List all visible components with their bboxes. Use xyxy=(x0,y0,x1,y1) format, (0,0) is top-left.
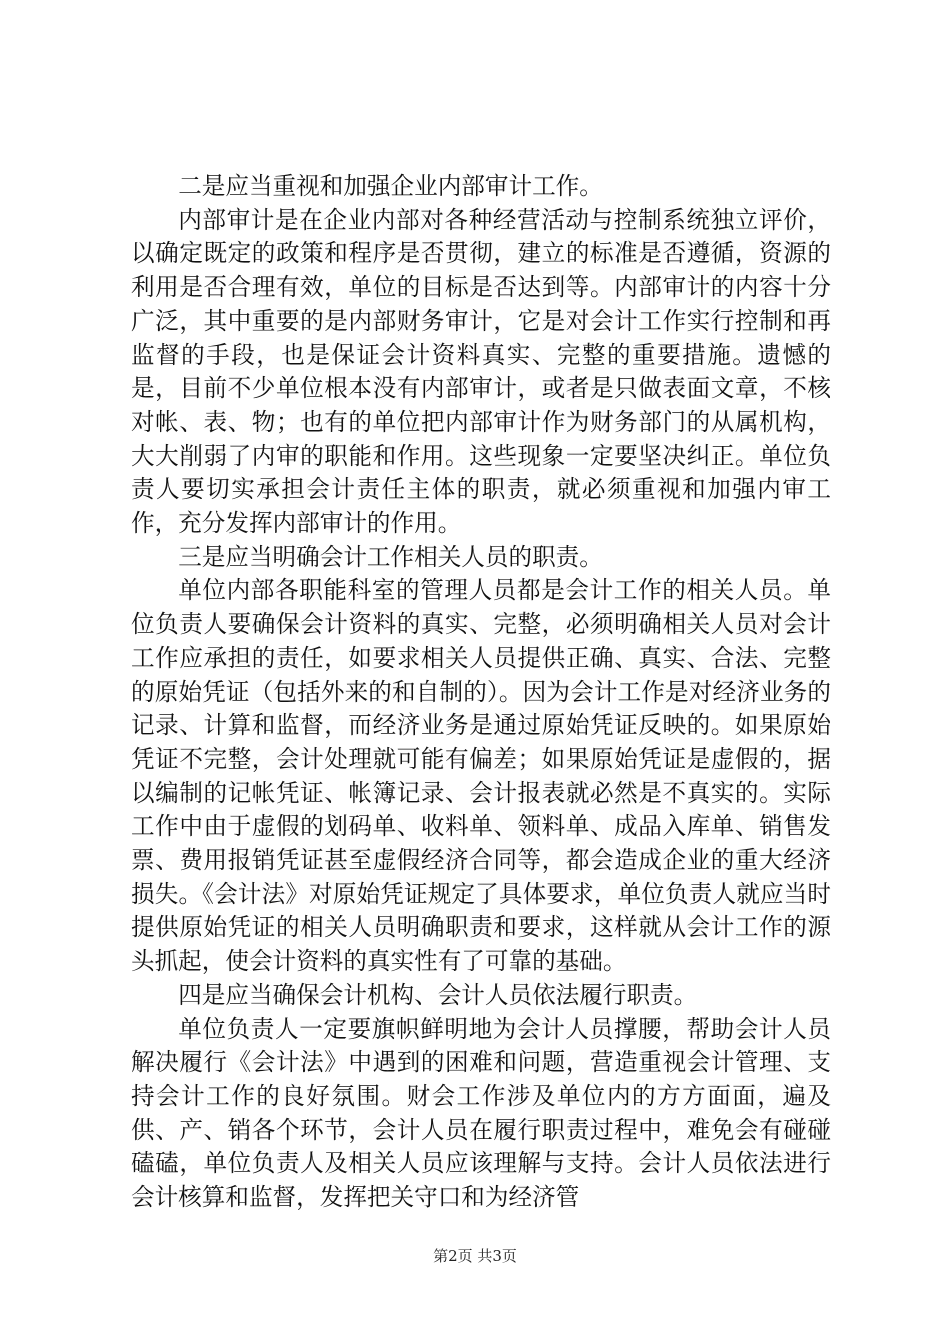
page-footer: 第2页 共3页 xyxy=(433,1247,517,1265)
paragraph-heading-2: 二是应当重视和加强企业内部审计工作。 xyxy=(178,172,603,200)
paragraph-internal-audit: 内部审计是在企业内部对各种经营活动与控制系统独立评价，以确定既定的政策和程序是否贯彻，建立的标准是否遵循，资源的利用是否合理有效，单位的目标是否达到等。内部审计的内容十分广泛，其中重要的是内部财务审计，它是对会计工作实行控制和再监督的手段，也是保证会计资料真实、完整的重要措施。遗憾的是，目前不少单位根本没有内部审计，或者是只做表面文章，不核对帐、表、物；也有的单位把内部审计作为财务部门的从属机构，大大削弱了内审的职能和作用。这些现象一定要坚决纠正。单位负责人要切实承担会计责任主体的职责，就必须重视和加强内审工作，充分发挥内部审计的作用。 xyxy=(131,205,831,538)
document-body xyxy=(131,170,831,1215)
paragraph-heading-4: 四是应当确保会计机构、会计人员依法履行职责。 xyxy=(178,980,698,1009)
paragraph-heading-3: 三是应当明确会计工作相关人员的职责。 xyxy=(178,542,603,571)
paragraph-related-staff: 单位内部各职能科室的管理人员都是会计工作的相关人员。单位负责人要确保会计资料的真实、完整，必须明确相关人员对会计工作应承担的责任，如要求相关人员提供正确、真实、合法、完整的原始凭证（包括外来的和自制的）。因为会计工作是对经济业务的记录、计算和监督，而经济业务是通过原始凭证反映的。如果原始凭证不完整，会计处理就可能有偏差；如果原始凭证是虚假的，据以编制的记帐凭证、帐簿记录、会计报表就必然是不真实的。实际工作中由于虚假的划码单、收料单、领料单、成品入库单、销售发票、费用报销凭证甚至虚假经济合同等，都会造成企业的重大经济损失。《会计法》对原始凭证规定了具体要求，单位负责人就应当时提供原始凭证的相关人员明确职责和要求，这样就从会计工作的源头抓起，使会计资料的真实性有了可靠的基础。 xyxy=(131,576,831,976)
paragraph-accounting-staff: 单位负责人一定要旗帜鲜明地为会计人员撑腰，帮助会计人员解决履行《会计法》中遇到的困难和问题，营造重视会计管理、支持会计工作的良好氛围。财会工作涉及单位内的方方面面，遍及供、产、销各个环节，会计人员在履行职责过程中，难免会有碰碰磕磕，单位负责人及相关人员应该理解与支持。会计人员依法进行会计核算和监督，发挥把关守口和为经济管 xyxy=(131,1014,831,1212)
